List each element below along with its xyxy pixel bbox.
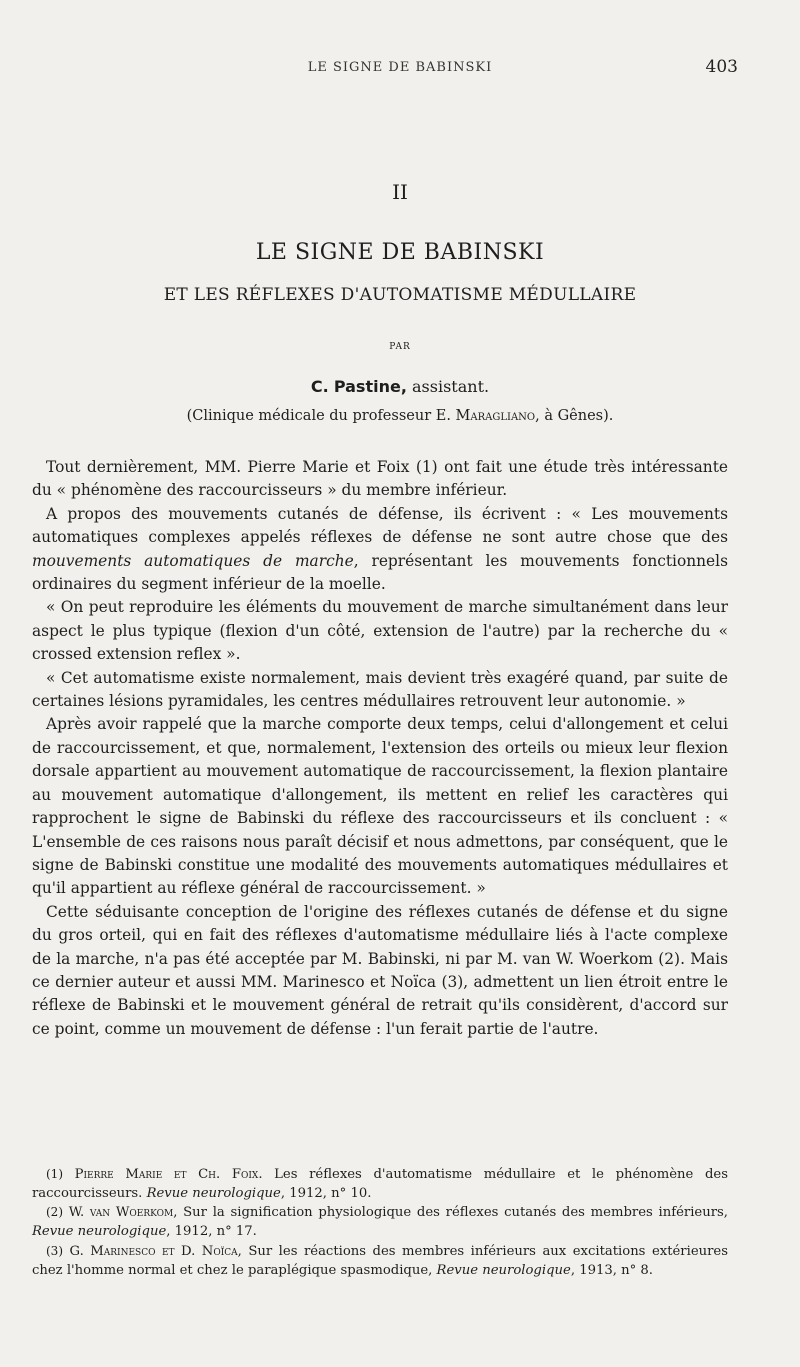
author-name: Pastine, bbox=[333, 377, 407, 396]
footnotes bbox=[32, 1165, 728, 1280]
paragraph: « On peut reproduire les éléments du mouvement de marche simultanément dans leur aspect le plus typique (flexion d'un côté, extension de l'autre) par la recherche du « crossed extension reflex ». bbox=[32, 598, 728, 664]
italic-term: mouvements automatiques de marche bbox=[32, 551, 354, 570]
affiliation-professor: Maragliano bbox=[455, 408, 536, 424]
author-role: assistant. bbox=[412, 377, 490, 396]
affiliation-prefix: (Clinique médicale du professeur E. bbox=[186, 408, 456, 424]
paragraph: A propos des mouvements cutanés de défense, ils écrivent : « Les mouvements automatiques complexes appelés réflexes de défense ne sont autre chose que des mouvements automatiques de marche, représentant les mouvements fonctionnels ordinaires du segment inférieur de la moelle. bbox=[32, 504, 728, 594]
paragraph: Cette séduisante conception de l'origine des réflexes cutanés de défense et du signe du gros orteil, qui en fait des réflexes d'automatisme médullaire liés à l'acte complexe de la marche, n'a pas été acceptée par M. Babinski, ni par M. van W. Woerkom (2). Mais ce dernier auteur et aussi MM. Marinesco et Noïca (3), admettent un lien étroit entre le réflexe de Babinski et le mouvement général de retrait qu'ils considèrent, d'accord sur ce point, comme un mouvement de défense : l'un ferait partie de l'autre. bbox=[32, 902, 728, 1038]
author-line bbox=[0, 377, 800, 396]
page-number: 403 bbox=[705, 57, 738, 77]
author-initial: C. bbox=[310, 377, 329, 396]
article-body bbox=[32, 456, 728, 1041]
section-numeral: II bbox=[392, 180, 408, 204]
footnote: (2) W. van Woerkom, Sur la signification physiologique des réflexes cutanés des membres inférieurs, Revue neurologique, 1912, n° 17. bbox=[32, 1205, 728, 1240]
paragraph: « Cet automatisme existe normalement, mais devient très exagéré quand, par suite de certaines lésions pyramidales, les centres médullaires retrouvent leur autonomie. » bbox=[32, 668, 728, 711]
footnote: (3) G. Marinesco et D. Noïca, Sur les réactions des membres inférieurs aux excitations extérieures chez l'homme normal et chez le paraplégique spasmodique, Revue neurologique, 1913, n° 8. bbox=[32, 1243, 728, 1278]
paragraph: Après avoir rappelé que la marche comporte deux temps, celui d'allongement et celui de raccourcissement, et que, normalement, l'extension des orteils ou mieux leur flexion dorsale appartient au mouvement automatique de raccourcissement, la flexion plantaire au mouvement automatique d'allongement, ils mettent en relief les caractères qui rapprochent le signe de Babinski du réflexe des raccourcisseurs et ils concluent : « L'ensemble de ces raisons nous paraît décisif et nous admettons, par conséquent, que le signe de Babinski constitue une modalité des mouvements automatiques médullaires et qu'il appartient au réflexe général de raccourcissement. » bbox=[32, 715, 728, 898]
by-label: PAR bbox=[389, 342, 411, 352]
paragraph: Tout dernièrement, MM. Pierre Marie et Foix (1) ont fait une étude très intéressante du « phénomène des raccourcisseurs » du membre inférieur. bbox=[32, 458, 728, 500]
affiliation-suffix: , à Gênes). bbox=[535, 408, 614, 424]
footnote: (1) Pierre Marie et Ch. Foix. Les réflexes d'automatisme médullaire et le phénomène des raccourcisseurs. Revue neurologique, 1912, n° 10. bbox=[32, 1167, 728, 1201]
article-subtitle: ET LES RÉFLEXES D'AUTOMATISME MÉDULLAIRE bbox=[163, 285, 637, 305]
running-title: LE SIGNE DE BABINSKI bbox=[307, 60, 493, 75]
affiliation bbox=[0, 408, 800, 424]
article-title: LE SIGNE DE BABINSKI bbox=[255, 240, 545, 265]
